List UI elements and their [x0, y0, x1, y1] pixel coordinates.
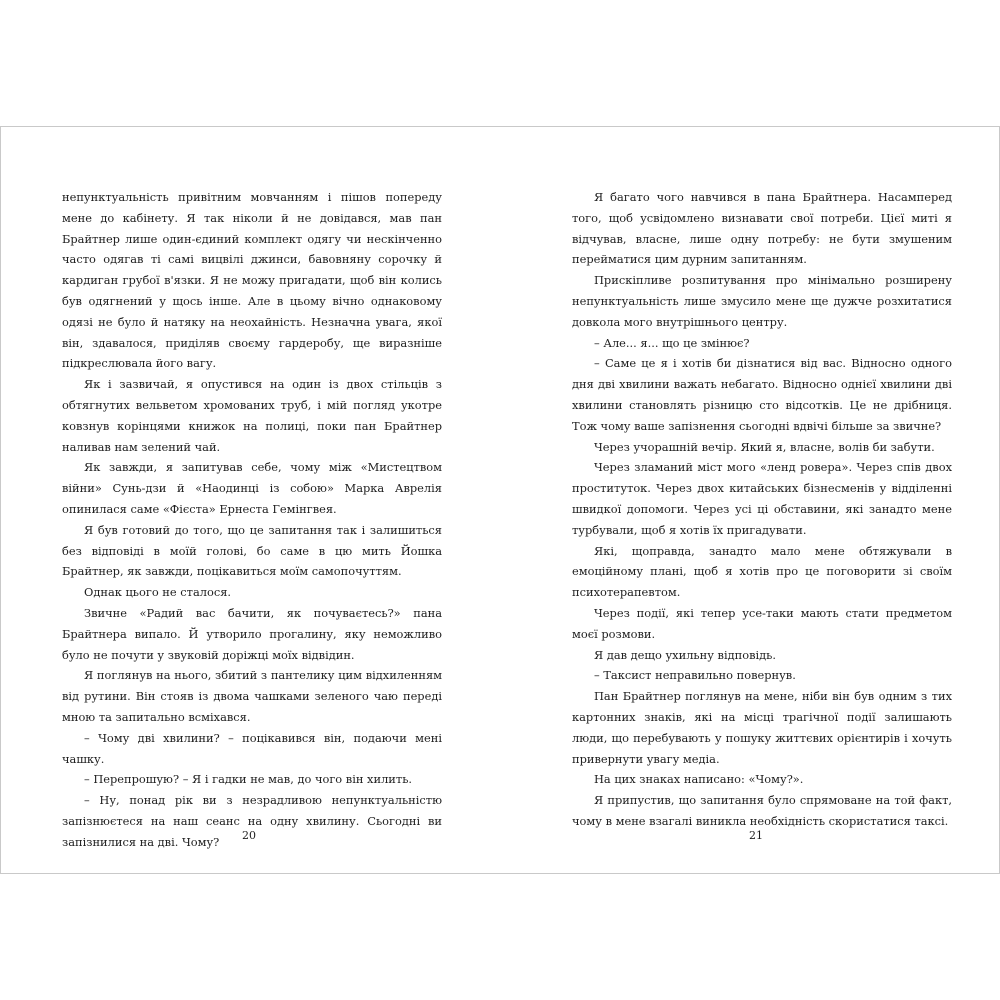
right-page-text	[572, 187, 952, 832]
paragraph: Як завжди, я запитував себе, чому між «Мистецтвом війни» Сунь-дзи й «Наодинці із собою» Марка Аврелія опинилася саме «Фієста» Ернеста Гемінгвея.	[62, 460, 442, 516]
paragraph: Я припустив, що запитання було спрямоване на той факт, чому в мене взагалі виникла необхідність скористатися таксі.	[572, 793, 952, 828]
paragraph: Пан Брайтнер поглянув на мене, ніби він був одним з тих картонних знаків, які на місці трагічної події залишають люди, що перебувають у пошуку життєвих орієнтирів і хочуть привернути увагу медіа.	[572, 689, 952, 766]
paragraph: Я поглянув на нього, збитий з пантелику цим відхиленням від рутини. Він стояв із двома чашками зеленого чаю переді мною та запитально всміхався.	[62, 668, 442, 724]
paragraph: непунктуальність привітним мовчанням і пішов попереду мене до кабінету. Я так ніколи й не довідався, мав пан Брайтнер лише один-єдиний комплект одягу чи нескінченно часто одягав ті самі вицвілі джинси, бавовняну сорочку й кардиган грубої в'язки. Я не можу пригадати, щоб він колись був одягнений у щось інше. Але в цьому вічно однаковому одязі не було й натяку на неохайність. Незначна увага, якої він, здавалося, приділяв своєму гардеробу, ще виразніше підкреслювала його вагу.	[62, 190, 442, 371]
paragraph: Звичне «Радий вас бачити, як почуваєтесь?» пана Брайтнера випало. Й утворило прогалину, яку неможливо було не почути у звуковій доріжці моїх відвідин.	[62, 605, 442, 662]
paragraph: – Таксист неправильно повернув.	[594, 668, 796, 683]
paragraph: Які, щоправда, занадто мало мене обтяжували в емоційному плані, щоб я хотів про це поговорити зі своїм психотерапевтом.	[572, 543, 952, 600]
paragraph: Через зламаний міст мого «ленд ровера». Через спів двох проституток. Через двох китайських бізнесменів у відділенні швидкої допомоги. Через усі ці обставини, які занадто мене турбували, щоб я хотів їх пригадувати.	[572, 460, 952, 537]
paragraph: – Чому дві хвилини? – поцікавився він, подаючи мені чашку.	[62, 730, 442, 766]
paragraph: – Перепрошую? – Я і гадки не мав, до чого він хилить.	[84, 772, 413, 787]
paragraph: Я багато чого навчився в пана Брайтнера. Насамперед того, щоб усвідомлено визнавати свої потреби. Цієї миті я відчував, власне, лише одну потребу: не бути змушеним перейматися цим дурним запитанням.	[572, 190, 952, 267]
paragraph: Прискіпливе розпитування про мінімально розширену непунктуальність лише змусило мене ще дужче розхитатися довкола мого внутрішнього центру.	[572, 273, 952, 329]
paragraph: На цих знаках написано: «Чому?».	[594, 772, 804, 787]
paragraph: Як і зазвичай, я опустився на один із двох стільців з обтягнутих вельветом хромованих труб, і мій погляд укотре ковзнув корінцями книжок на полиці, поки пан Брайтнер наливав нам зелений чай.	[62, 377, 442, 454]
paragraph: – Але... я... що це змінює?	[594, 335, 750, 350]
paragraph: Я був готовий до того, що це запитання так і залишиться без відповіді в моїй голові, бо саме в цю мить Йошка Брайтнер, як завжди, поцікавиться моїм самопочуттям.	[62, 522, 442, 579]
book-spread	[0, 126, 1000, 874]
paragraph: – Ну, понад рік ви з незрадливою непунктуальністю запізнюєтеся на наш сеанс на одну хвилину. Сьогодні ви запізнилися на дві. Чому?	[62, 793, 442, 849]
paragraph: – Саме це я і хотів би дізнатися від вас. Відносно одного дня дві хвилини важать небагато. Відносно однієї хвилини дві хвилини становлять різницю сто відсотків. Це не дрібниця. Тож чому ваше запізнення сьогодні вдвічі більше за звичне?	[572, 356, 952, 433]
paragraph: Через події, які тепер усе-таки мають стати предметом моєї розмови.	[572, 605, 952, 641]
left-page-text	[62, 187, 442, 853]
paragraph: Однак цього не сталося.	[84, 585, 232, 600]
left-page-number: 20	[242, 829, 256, 842]
paragraph: Через учорашній вечір. Який я, власне, волів би забути.	[594, 439, 935, 454]
paragraph: Я дав дещо ухильну відповідь.	[594, 647, 776, 662]
right-page-number: 21	[749, 829, 763, 842]
